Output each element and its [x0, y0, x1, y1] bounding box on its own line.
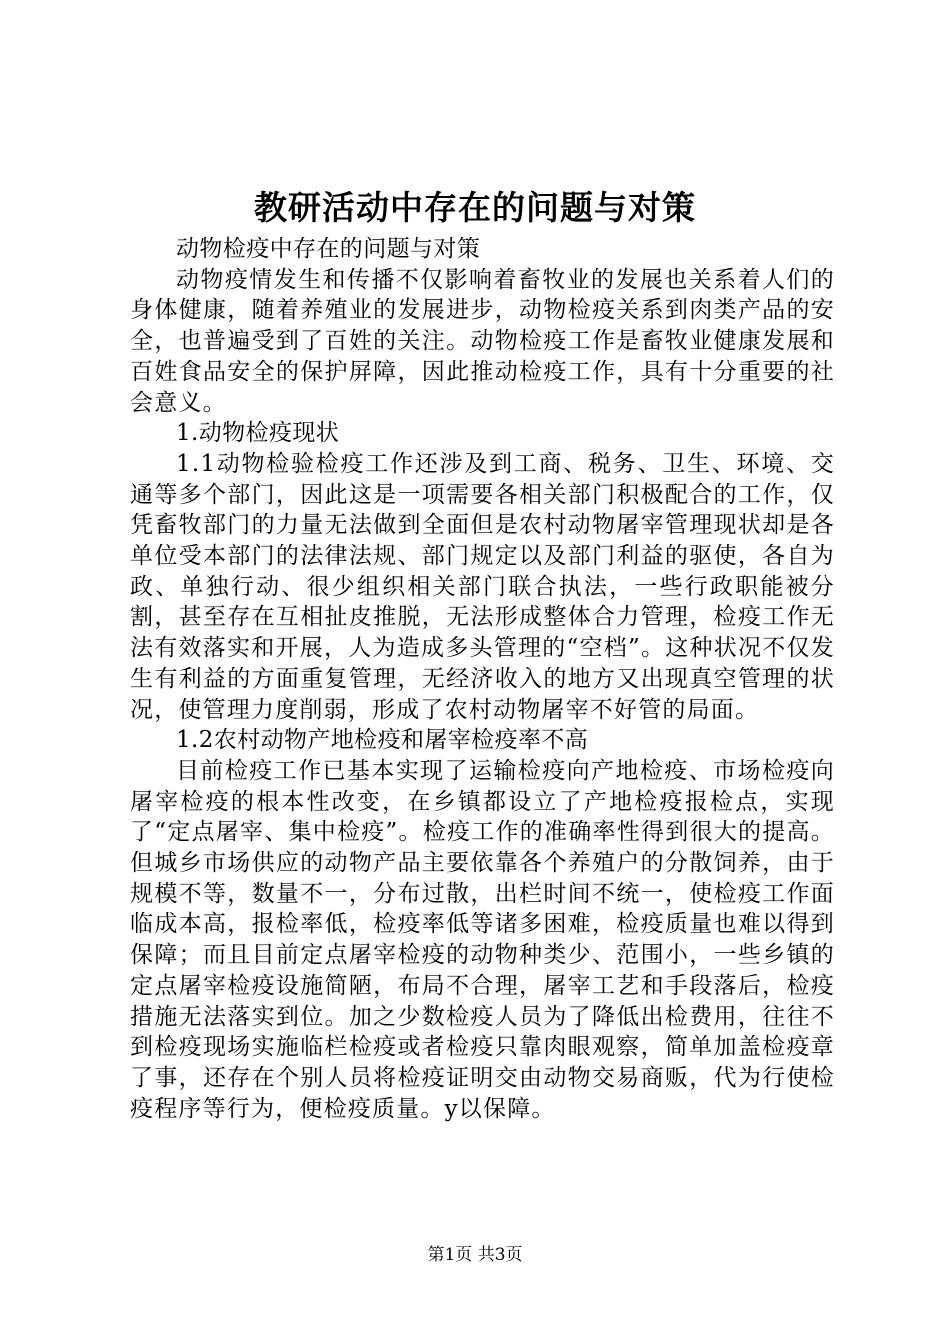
paragraph-subtitle: 动物检疫中存在的问题与对策 [176, 236, 481, 262]
paragraph-intro: 动物疫情发生和传播不仅影响着畜牧业的发展也关系着人们的身体健康，随着养殖业的发展进步，动物检疫关系到肉类产品的安全，也普遍受到了百姓的关注。动物检疫工作是畜牧业健康发展和百姓食品安全的保护屏障，因此推动检疫工作，具有十分重要的社会意义。 [130, 266, 835, 416]
page-footer: 第1页 共3页 [427, 1245, 523, 1265]
document-title: 教研活动中存在的问题与对策 [254, 188, 696, 227]
paragraph-1-2: 目前检疫工作已基本实现了运输检疫向产地检疫、市场检疫向屠宰检疫的根本性改变，在乡镇都设立了产地检疫报检点，实现了“定点屠宰、集中检疫”。检疫工作的准确率性得到很大的提高。但城乡市场供应的动物产品主要依靠各个养殖户的分散饲养，由于规模不等，数量不一，分布过散，出栏时间不统一，使检疫工作面临成本高，报检率低，检疫率低等诸多困难，检疫质量也难以得到保障；而且目前定点屠宰检疫的动物种类少、范围小，一些乡镇的定点屠宰检疫设施简陋，布局不合理，屠宰工艺和手段落后，检疫措施无法落实到位。加之少数检疫人员为了降低出检费用，往往不到检疫现场实施临栏检疫或者检疫只靠肉眼观察，简单加盖检疫章了事，还存在个别人员将检疫证明交由动物交易商贩，代为行使检疫程序等行为，便检疫质量。y以保障。 [130, 757, 835, 1122]
section-heading-1-2: 1.2农村动物产地检疫和屠宰检疫率不高 [176, 727, 589, 754]
document-body [130, 234, 835, 1124]
paragraph-1-1: 1.1动物检验检疫工作还涉及到工商、税务、卫生、环境、交通等多个部门，因此这是一项需要各相关部门积极配合的工作，仅凭畜牧部门的力量无法做到全面但是农村动物屠宰管理现状却是各单位受本部门的法律法规、部门规定以及部门利益的驱使，各自为政、单独行动、很少组织相关部门联合执法，一些行政职能被分割，甚至存在互相扯皮推脱，无法形成整体合力管理，检疫工作无法有效落实和开展，人为造成多头管理的“空档”。这种状况不仅发生有利益的方面重复管理，无经济收入的地方又出现真空管理的状况，使管理力度削弱，形成了农村动物屠宰不好管的局面。 [130, 450, 835, 723]
section-heading-1: 1.动物检疫现状 [176, 420, 340, 447]
